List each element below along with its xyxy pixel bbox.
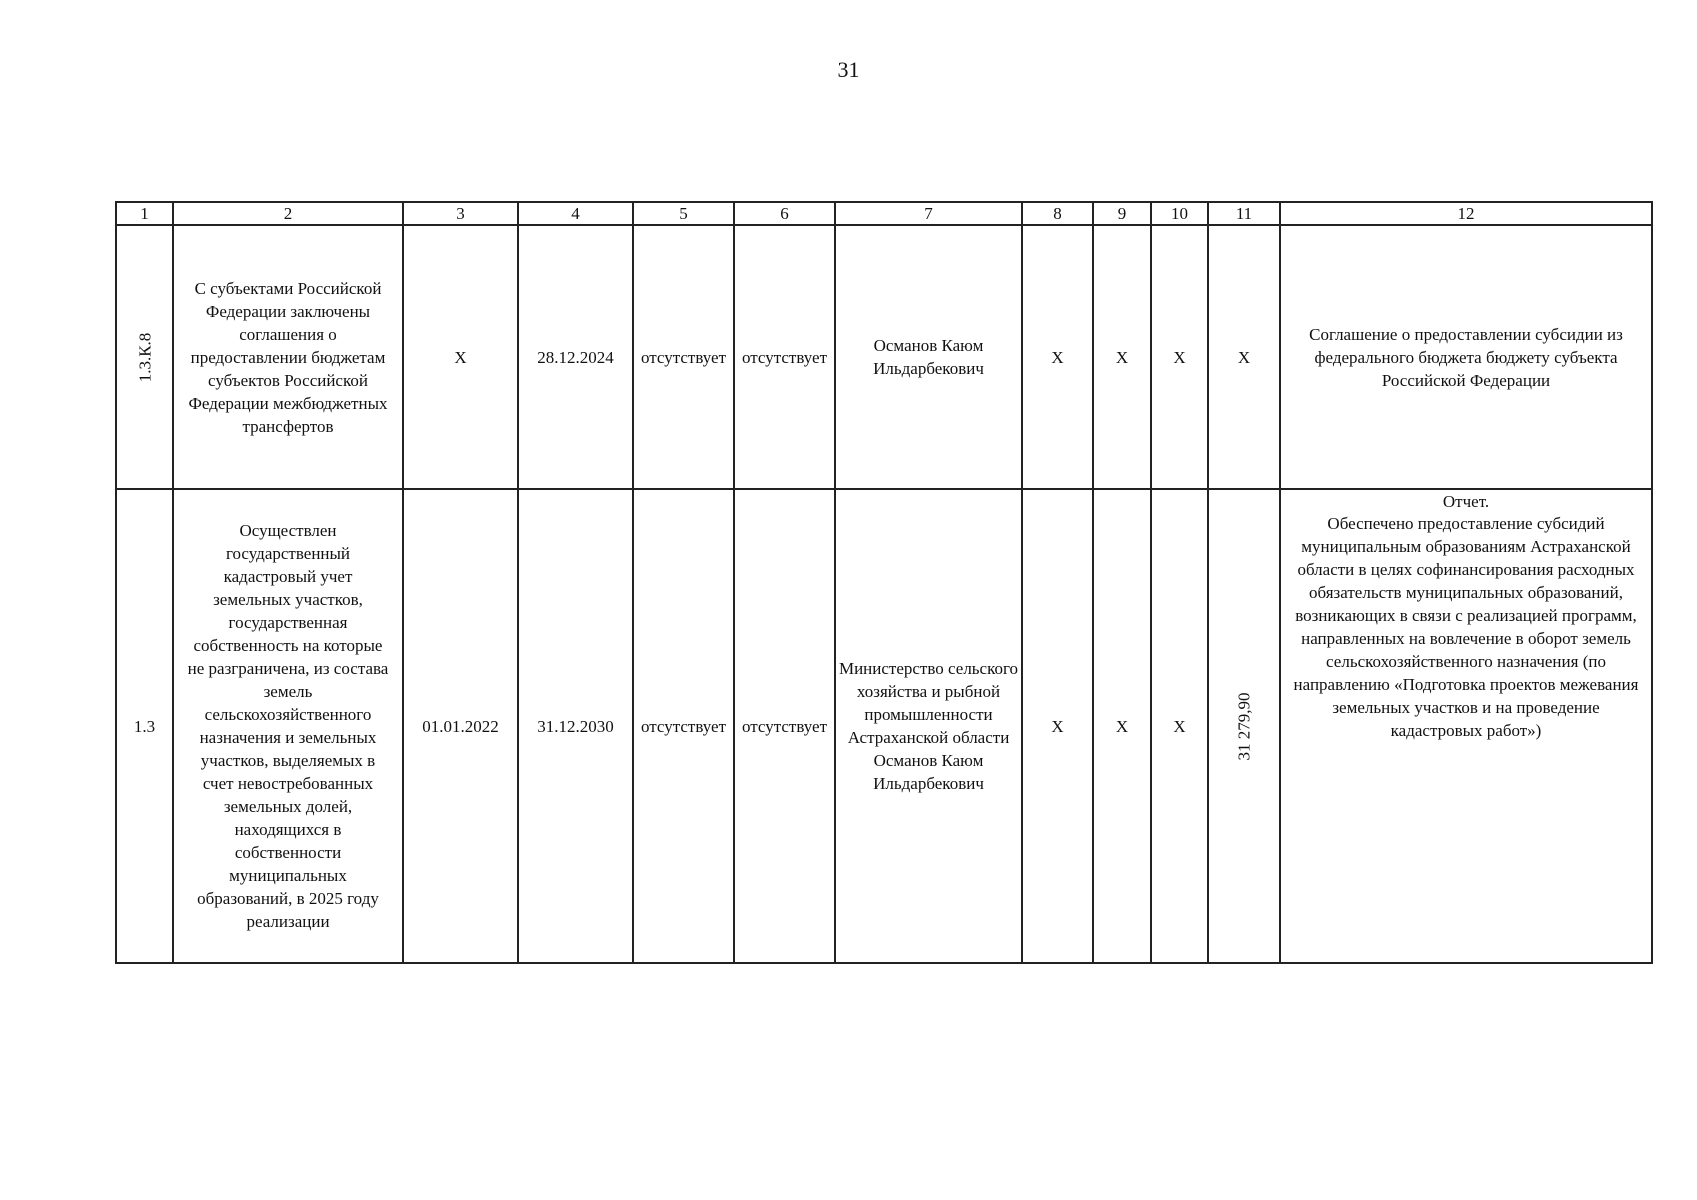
col11-cell (1208, 225, 1280, 489)
col11-cell (1208, 489, 1280, 963)
row-id-cell (116, 489, 173, 963)
column-header: 11 (1208, 202, 1280, 225)
start-date: 01.01.2022 (422, 716, 499, 736)
col9-value: X (1115, 347, 1129, 367)
table-row (116, 489, 1652, 963)
col6-cell (734, 225, 835, 489)
column-header: 2 (173, 202, 403, 225)
row-description: Осуществлен государственный кадастровый учет земельных участков, государственная собственность на которые не разграничена, из состава земель сельскохозяйственного назначения и земельных участков, выделяемых в счет невостребованных земельных долей, находящихся в собственности муниципальных образований, в 2025 году реализации (187, 521, 389, 931)
end-date: 31.12.2030 (537, 716, 614, 736)
column-header: 10 (1151, 202, 1208, 225)
responsible: Министерство сельского хозяйства и рыбной промышленности Астраханской области Османов Каюм Ильдарбекович (838, 659, 1019, 793)
col8-cell (1022, 225, 1093, 489)
column-header: 3 (403, 202, 518, 225)
col9-cell (1093, 489, 1151, 963)
result-heading: Отчет. (1442, 492, 1490, 511)
column-header: 8 (1022, 202, 1093, 225)
responsible: Османов Каюм Ильдарбекович (873, 336, 984, 378)
col11-value: 31 279,90 (1234, 692, 1254, 760)
col5-cell (633, 489, 734, 963)
responsible-cell (835, 225, 1022, 489)
col8-value: X (1051, 347, 1064, 367)
column-number-row (116, 202, 1652, 225)
activity-table (115, 201, 1653, 964)
col5-value: отсутствует (640, 347, 727, 367)
col5-cell (633, 225, 734, 489)
start-date-cell (403, 225, 518, 489)
column-header: 4 (518, 202, 633, 225)
column-header: 5 (633, 202, 734, 225)
end-date-cell (518, 489, 633, 963)
result-text: Обеспечено предоставление субсидий муниципальным образованиям Астраханской области в целях софинансирования расходных обязательств муниципальных образований, возникающих в связи с реализацией программ, направленных на вовлечение в оборот земель сельскохозяйственного назначения (по направлению «Подготовка проектов межевания земельных участков и на проведение кадастровых работ») (1293, 514, 1639, 740)
end-date: 28.12.2024 (537, 347, 614, 367)
end-date-cell (518, 225, 633, 489)
start-date: X (454, 347, 467, 367)
description-cell (173, 225, 403, 489)
col9-cell (1093, 225, 1151, 489)
table-row (116, 225, 1652, 489)
col8-cell (1022, 489, 1093, 963)
row-id: 1.3 (133, 716, 156, 736)
page-number: 31 (837, 57, 860, 82)
column-header: 12 (1280, 202, 1652, 225)
col10-cell (1151, 225, 1208, 489)
result-text: Соглашение о предоставлении субсидии из федерального бюджета бюджету субъекта Российской Федерации (1309, 324, 1623, 390)
row-description: С субъектами Российской Федерации заключены соглашения о предоставлении бюджетам субъектов Российской Федерации межбюджетных трансфертов (188, 278, 388, 436)
col6-value: отсутствует (741, 347, 828, 367)
col10-value: X (1173, 716, 1186, 736)
column-header: 9 (1093, 202, 1151, 225)
result-cell (1280, 225, 1652, 489)
column-header: 7 (835, 202, 1022, 225)
col9-value: X (1115, 716, 1129, 736)
col10-value: X (1173, 347, 1186, 367)
responsible-cell (835, 489, 1022, 963)
result-cell (1280, 489, 1652, 963)
col5-value: отсутствует (640, 716, 727, 736)
row-id-cell (116, 225, 173, 489)
col8-value: X (1051, 716, 1064, 736)
start-date-cell (403, 489, 518, 963)
col6-cell (734, 489, 835, 963)
row-id: 1.3.К.8 (135, 332, 154, 382)
col6-value: отсутствует (741, 716, 828, 736)
col10-cell (1151, 489, 1208, 963)
description-cell (173, 489, 403, 963)
col11-value: X (1237, 347, 1251, 367)
column-header: 1 (116, 202, 173, 225)
column-header: 6 (734, 202, 835, 225)
